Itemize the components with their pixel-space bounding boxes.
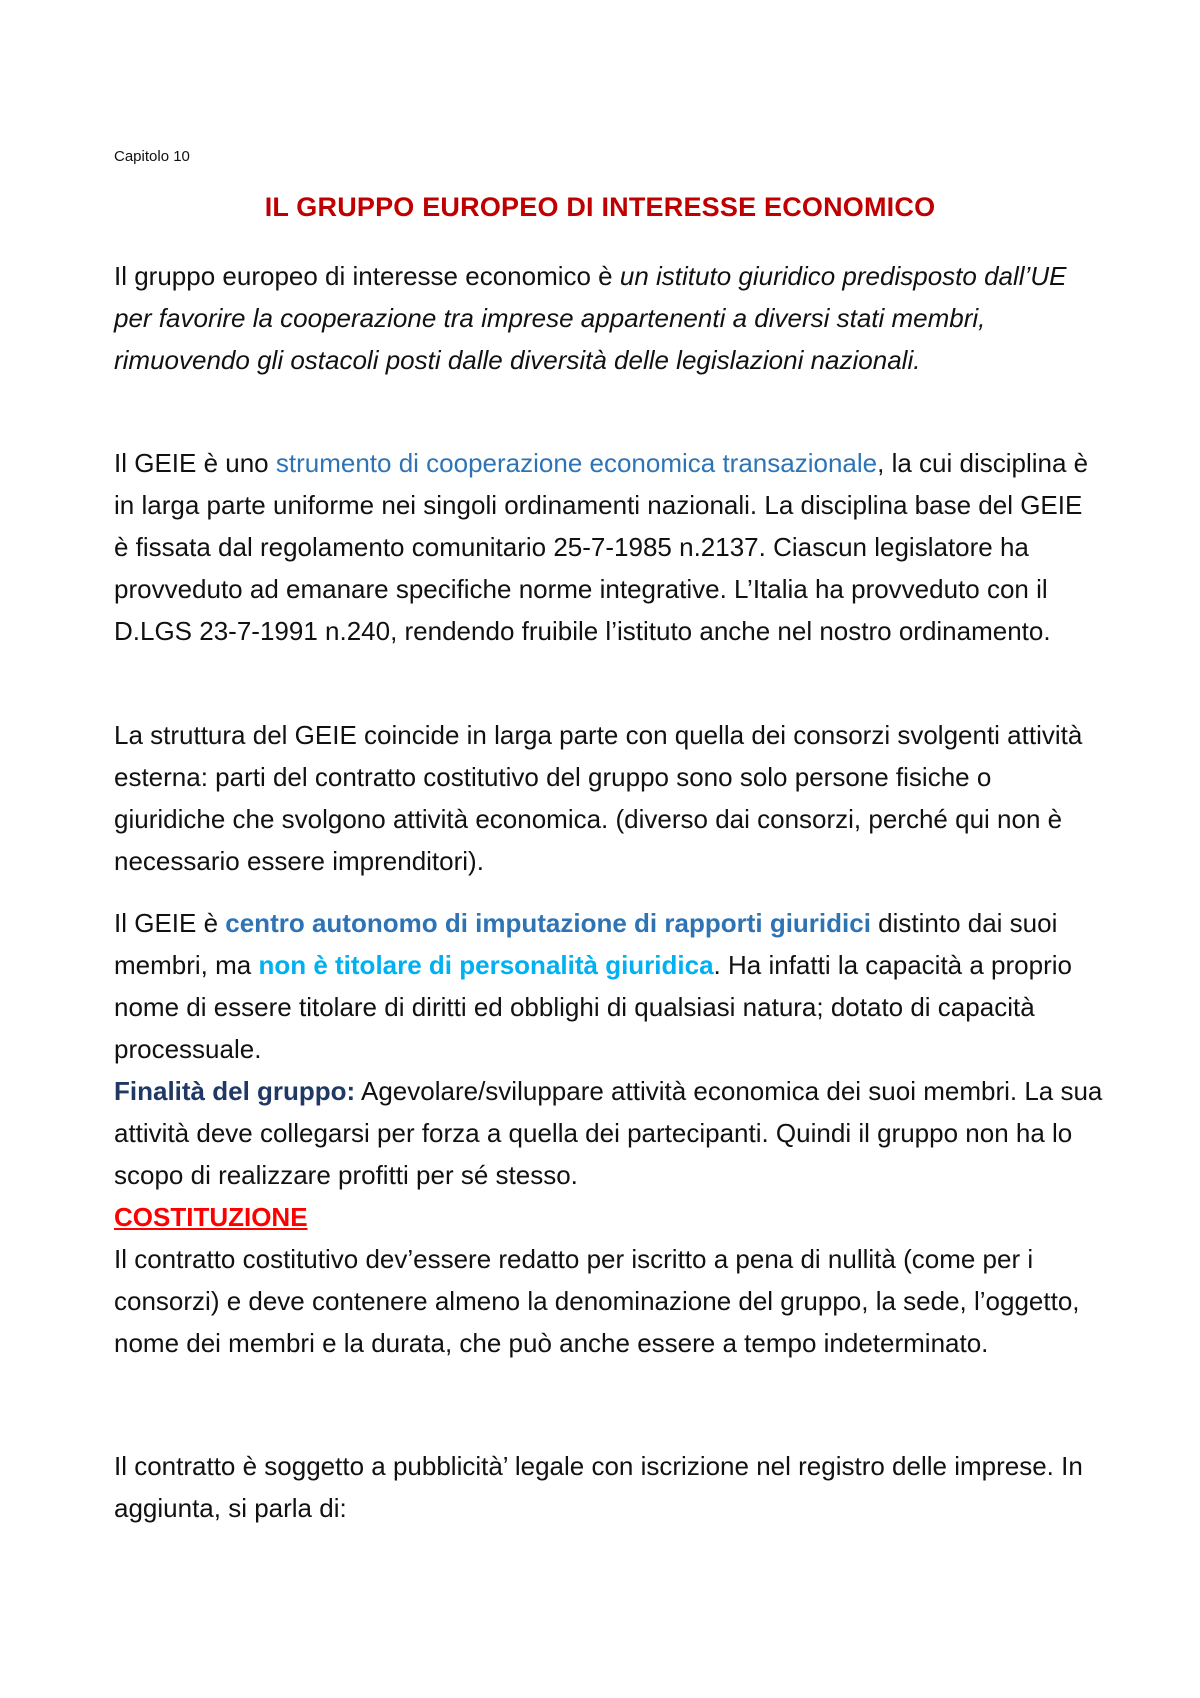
paragraph-text: Il contratto è soggetto a pubblicità’ legale con iscrizione nel registro delle imprese. In aggiunta, si parla di: bbox=[114, 1451, 1083, 1523]
paragraph-text: . Ha infatti la capacità a proprio nome di essere titolare di diritti ed obblighi di qualsiasi natura; dotato di capacità processuale. bbox=[114, 950, 1072, 1064]
paragraph-publicity bbox=[114, 1445, 1104, 1529]
paragraph-text: Il GEIE è bbox=[114, 908, 226, 938]
paragraph-text: Il GEIE è uno bbox=[114, 448, 276, 478]
paragraph-text: distinto dai suoi membri, ma bbox=[114, 908, 1058, 980]
paragraph-autonomy-and-constitution bbox=[114, 902, 1104, 1364]
highlight-autonomous-center: centro autonomo di imputazione di rapporti giuridici bbox=[225, 908, 871, 938]
paragraph-text: Il gruppo europeo di interesse economico è bbox=[114, 261, 620, 291]
paragraph-text: Agevolare/sviluppare attività economica dei suoi membri. La sua attività deve collegarsi per forza a quella dei partecipanti. Quindi il gruppo non ha lo scopo di realizzare profitti per sé stesso. bbox=[114, 1076, 1103, 1190]
purpose-label: Finalità del gruppo: bbox=[114, 1076, 356, 1106]
paragraph-geie-discipline bbox=[114, 442, 1104, 652]
paragraph-text: Il contratto costitutivo dev’essere redatto per iscritto a pena di nullità (come per i consorzi) e deve contenere almeno la denominazione del gruppo, la sede, l’oggetto, nome dei membri e la durata, che può anche essere a tempo indeterminato. bbox=[114, 1244, 1080, 1358]
highlight-no-legal-personality: non è titolare di personalità giuridica bbox=[258, 950, 714, 980]
section-heading-costituzione: COSTITUZIONE bbox=[114, 1202, 308, 1232]
highlight-cooperation-tool: strumento di cooperazione economica transazionale bbox=[275, 448, 878, 478]
definition-italic-text: un istituto giuridico predisposto dall’UE per favorire la cooperazione tra imprese appartenenti a diversi stati membri, rimuovendo gli ostacoli posti dalle diversità delle legislazioni nazionali. bbox=[114, 261, 1067, 375]
paragraph-text: La struttura del GEIE coincide in larga parte con quella dei consorzi svolgenti attività esterna: parti del contratto costitutivo del gruppo sono solo persone fisiche o giuridiche che svolgono attività economica. (diverso dai consorzi, perché qui non è necessario essere imprenditori). bbox=[114, 720, 1083, 876]
paragraph-definition bbox=[114, 255, 1104, 381]
document-title: IL GRUPPO EUROPEO DI INTERESSE ECONOMICO bbox=[264, 192, 936, 222]
paragraph-structure bbox=[114, 714, 1104, 882]
chapter-label: Capitolo 10 bbox=[114, 148, 190, 165]
paragraph-text: , la cui disciplina è in larga parte uniforme nei singoli ordinamenti nazionali. La disciplina base del GEIE è fissata dal regolamento comunitario 25-7-1985 n.2137. Ciascun legislatore ha provveduto ad emanare specifiche norme integrative. L’Italia ha provveduto con il D.LGS 23-7-1991 n.240, rendendo fruibile l’istituto anche nel nostro ordinamento. bbox=[114, 448, 1089, 646]
